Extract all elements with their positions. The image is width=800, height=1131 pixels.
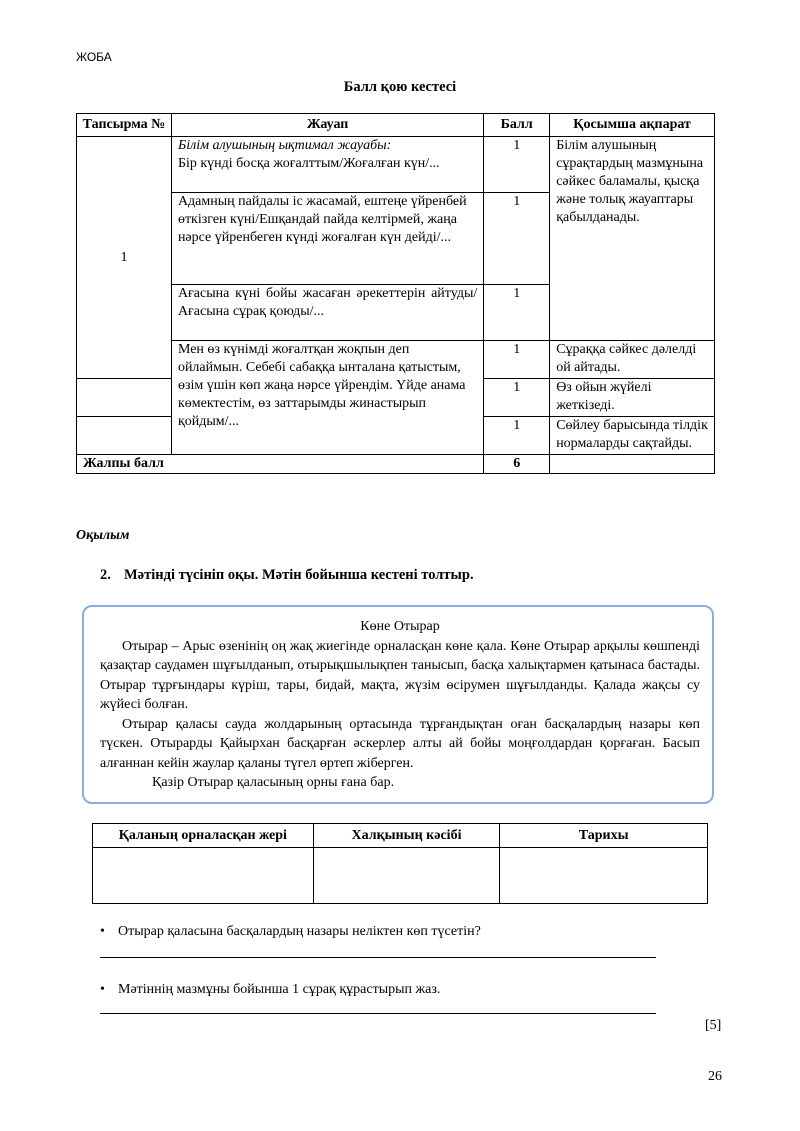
score-cell: 1	[484, 417, 550, 455]
score-table-title: Балл қою кестесі	[343, 79, 457, 95]
score-cell: 1	[484, 379, 550, 417]
task-number-cell: 1	[77, 137, 172, 379]
reading-paragraph: Қазір Отырар қаласының орны ғана бар.	[152, 775, 395, 790]
header-history: Тарихы	[500, 824, 708, 848]
score-cell: 1	[484, 137, 550, 193]
header-location: Қаланың орналасқан жері	[93, 824, 314, 848]
info-cell: Білім алушының сұрақтардың мазмұнына сәйкес баламалы, қысқа және толық жауаптары қабылданады.	[550, 137, 715, 341]
table-row	[93, 848, 708, 904]
answer-line-2[interactable]	[100, 1013, 656, 1014]
header-occupation: Халқының кәсібі	[313, 824, 500, 848]
total-value: 6	[484, 455, 550, 474]
city-table-header-row	[93, 824, 708, 848]
answer-line-1[interactable]	[100, 957, 656, 958]
table-row	[77, 137, 715, 193]
table-row	[77, 341, 715, 379]
page-number: 26	[708, 1069, 722, 1084]
score-table	[76, 113, 715, 474]
header-additional-info: Қосымша ақпарат	[550, 114, 715, 137]
task-2-instruction	[100, 567, 474, 584]
empty-cell	[77, 379, 172, 417]
score-cell: 1	[484, 341, 550, 379]
section-title: Оқылым	[76, 528, 130, 543]
question-text: Отырар қаласына басқалардың назары неліктен көп түсетін?	[118, 924, 481, 939]
header-task-number: Тапсырма №	[77, 114, 172, 137]
history-answer-cell[interactable]	[500, 848, 708, 904]
answer-cell	[171, 137, 483, 193]
occupation-answer-cell[interactable]	[313, 848, 500, 904]
task-number: 2.	[100, 567, 111, 583]
answer-cell: Адамның пайдалы іс жасамай, ештеңе үйренбей өткізген күні/Ешқандай пайда келтірмей, жаңа нәрсе үйренбеген күнді жоғалған күн дейді/...	[171, 193, 483, 285]
mark-total: [5]	[705, 1018, 722, 1033]
info-cell: Сұраққа сәйкес дәлелді ой айтады.	[550, 341, 715, 379]
reading-text-title: Көне Отырар	[360, 619, 440, 634]
bullet-icon: •	[100, 924, 105, 939]
answer-text: Бір күнді босқа жоғалттым/Жоғалған күн/...	[177, 156, 440, 171]
empty-cell	[77, 417, 172, 455]
info-cell: Өз ойын жүйелі жеткізеді.	[550, 379, 715, 417]
score-table-header-row	[77, 114, 715, 137]
answer-cell: Ағасына күні бойы жасаған әрекеттерін айтуды/ Ағасына сұрақ қоюды/...	[171, 285, 483, 341]
question-1	[100, 924, 481, 940]
reading-text-box	[82, 605, 714, 804]
total-row	[77, 455, 715, 474]
reading-paragraph: Отырар қаласы сауда жолдарының ортасында тұрғандықтан оған басқалардың назары көп түскен. Отырарды Қайырхан басқарған әскерлер алты ай бойы моңғолдардан қорғаған. Басып алғаннан кейін жаулар қаланы түгел өртеп жіберген.	[100, 716, 700, 771]
info-cell: Сөйлеу барысында тілдік нормаларды сақтайды.	[550, 417, 715, 455]
city-table	[92, 823, 708, 904]
answer-intro: Білім алушының ықтимал жауабы:	[177, 138, 392, 153]
score-cell: 1	[484, 285, 550, 341]
header-score: Балл	[484, 114, 550, 137]
location-answer-cell[interactable]	[93, 848, 314, 904]
header-answer: Жауап	[171, 114, 483, 137]
task-text: Мәтінді түсініп оқы. Мәтін бойынша кестені толтыр.	[124, 567, 474, 583]
answer-cell: Мен өз күнімді жоғалтқан жоқпын деп ойлаймын. Себебі сабаққа ынталана қатыстым, өзім үшін көп жаңа нәрсе үйрендім. Үйде анама көмектестім, өз заттарымды жинастырып қойдым/...	[171, 341, 483, 455]
total-label: Жалпы балл	[77, 455, 484, 474]
reading-paragraph: Отырар – Арыс өзенінің оң жақ жиегінде орналасқан көне қала. Көне Отырар арқылы көшпенді қазақтар саудамен шұғылданып, отырықшылықпен танысып, басқа халықтармен қатынаса бастады. Отырар тұрғындары күріш, тары, бидай, мақта, жүзім өсірумен шұғылданды. Қалада жақсы су жүйесі болған.	[100, 638, 700, 712]
score-cell: 1	[484, 193, 550, 285]
draft-label: ЖОБА	[76, 50, 112, 64]
question-text: Мәтіннің мазмұны бойынша 1 сұрақ құрастырып жаз.	[118, 982, 441, 997]
bullet-icon: •	[100, 982, 105, 997]
question-2	[100, 982, 440, 998]
empty-cell	[550, 455, 715, 474]
